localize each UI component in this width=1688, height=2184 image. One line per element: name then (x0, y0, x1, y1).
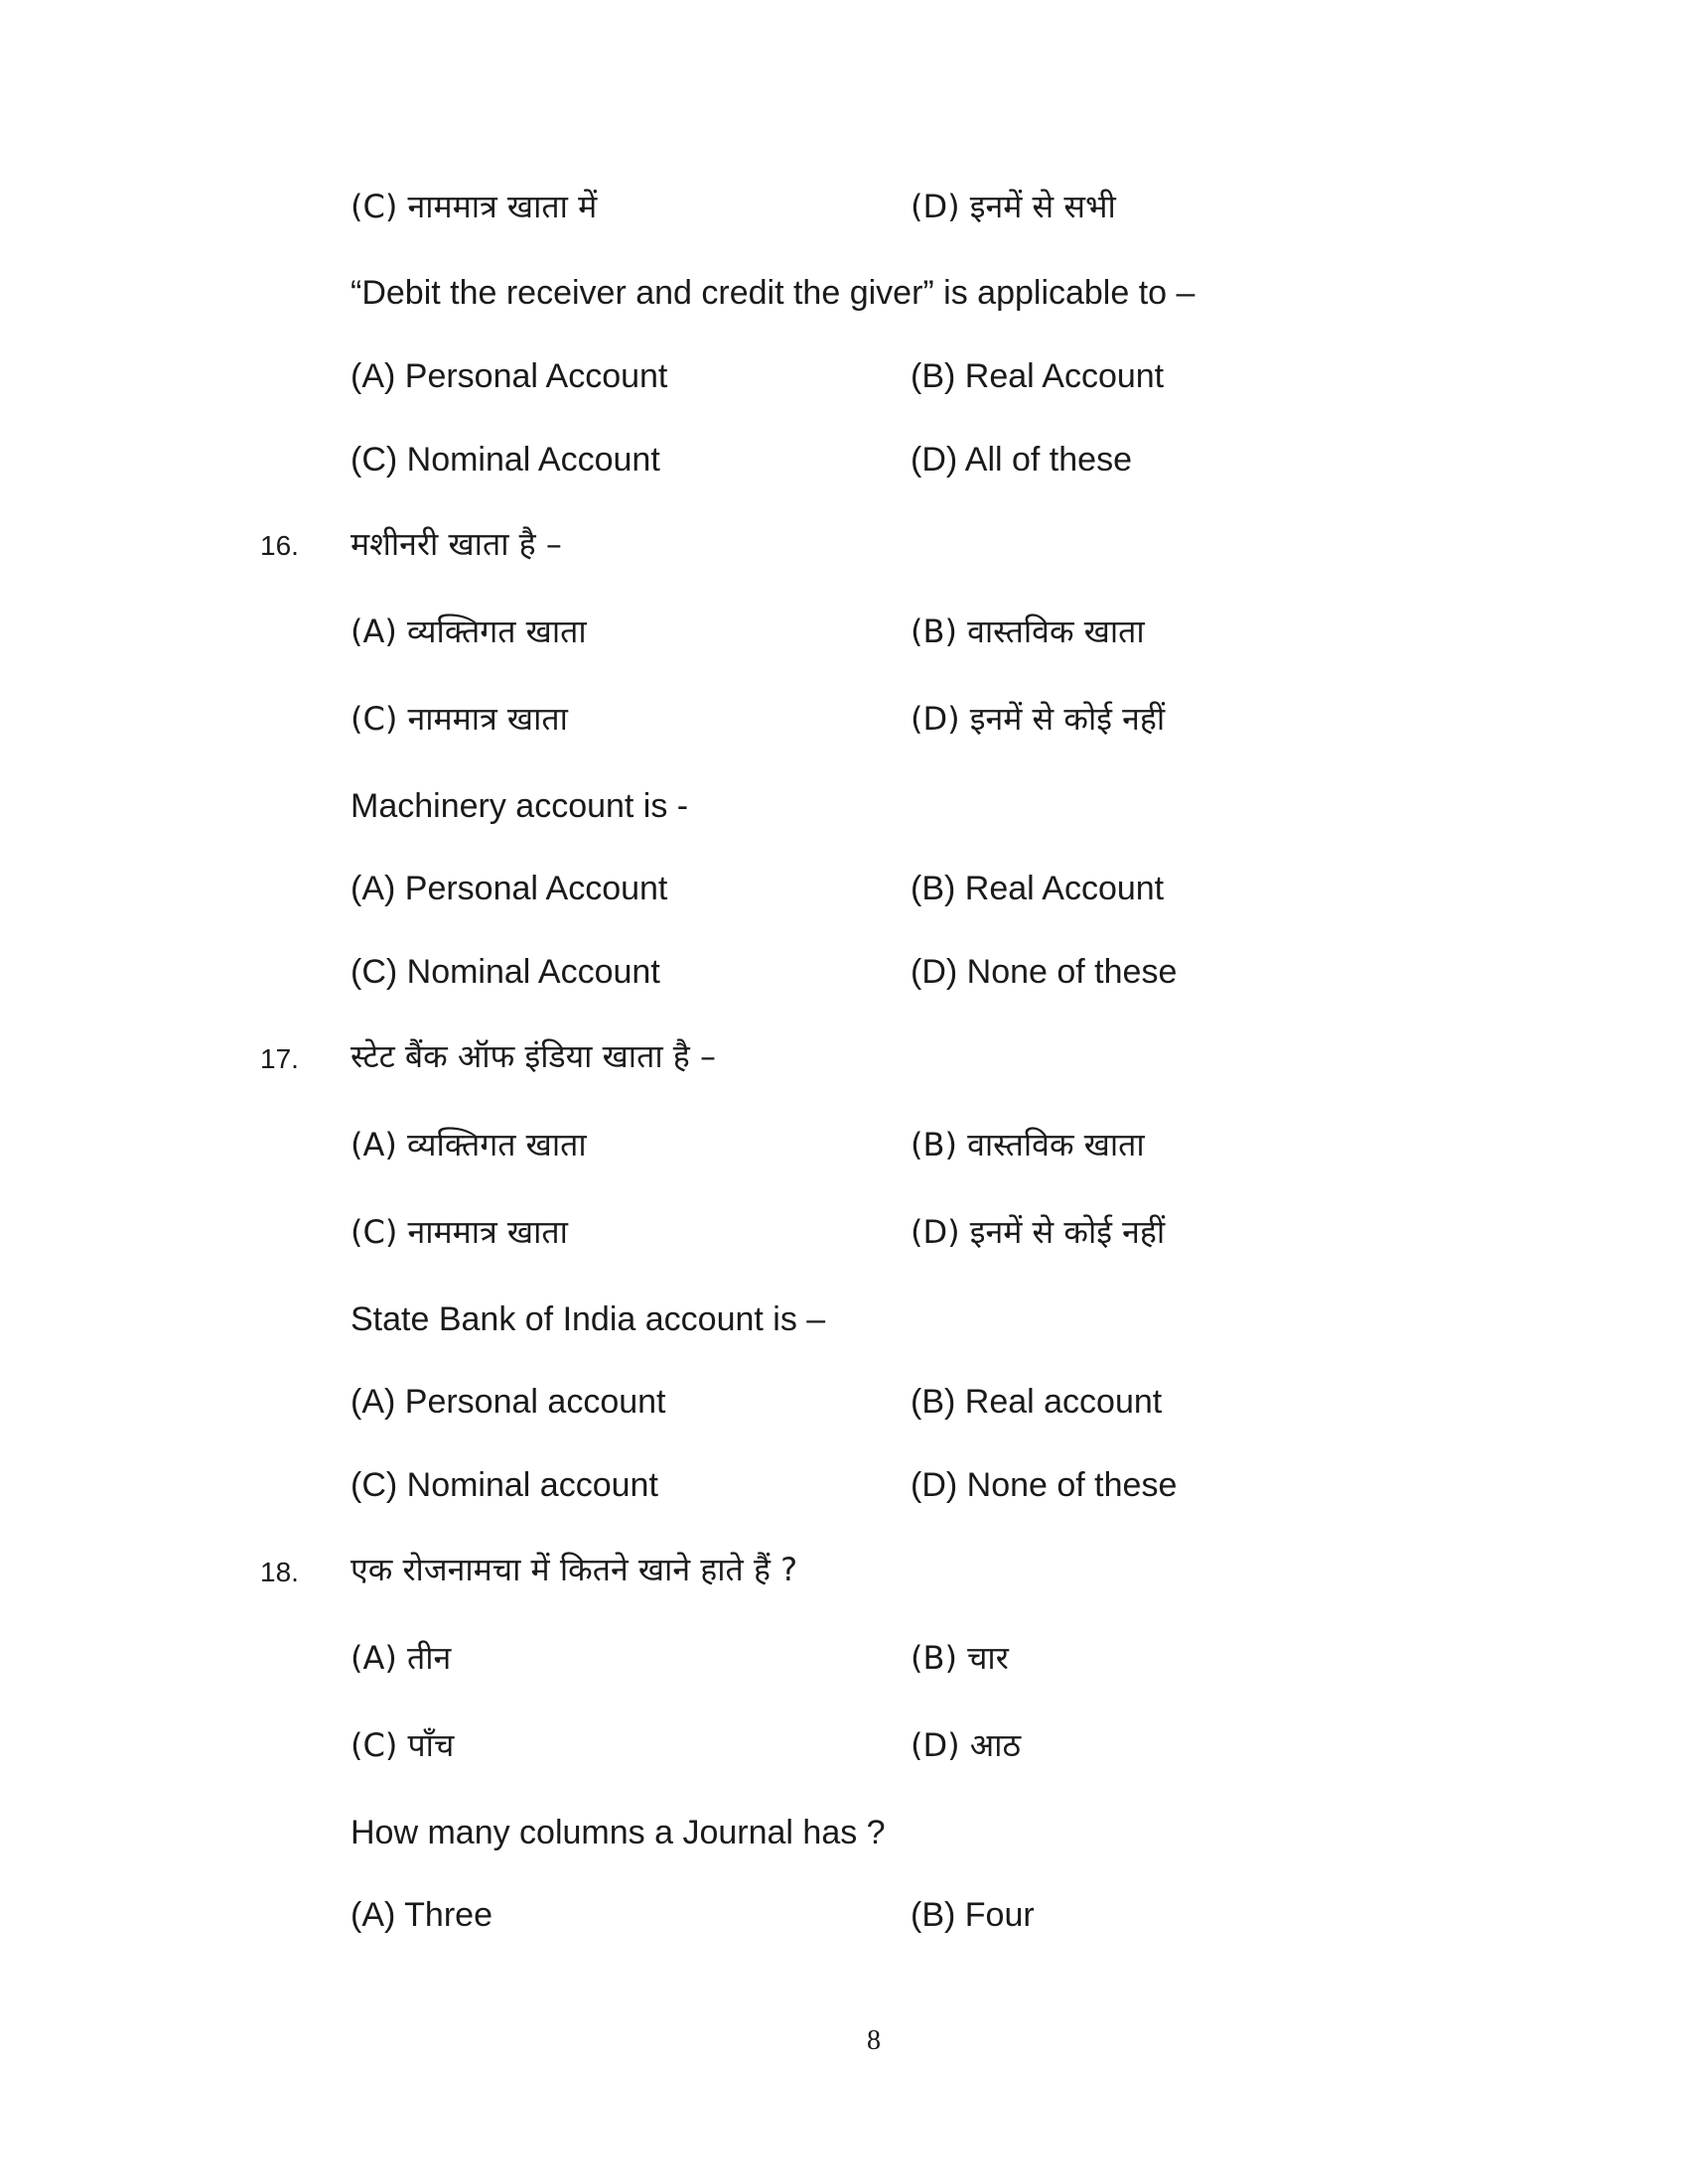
q16-english-option-d: (D) None of these (911, 953, 1178, 991)
q17-english-option-c: (C) Nominal account (351, 1466, 658, 1504)
q17-hindi-option-c: (C) नाममात्र खाता (351, 1213, 568, 1251)
q18-english-option-b: (B) Four (911, 1896, 1035, 1934)
q17-english-option-b: (B) Real account (911, 1383, 1163, 1421)
question-number: 17. (260, 1043, 299, 1074)
q15-english-question: “Debit the receiver and credit the giver” is applicable to – (351, 274, 1196, 312)
q16-english-option-a: (A) Personal Account (351, 870, 668, 907)
q16-hindi-question: मशीनरी खाता है – (351, 525, 562, 563)
q15-english-option-d: (D) All of these (911, 441, 1132, 478)
question-number: 18. (260, 1557, 299, 1587)
q17-english-option-a: (A) Personal account (351, 1383, 666, 1421)
q17-english-question: State Bank of India account is – (351, 1300, 826, 1338)
page-number: 8 (867, 2025, 881, 2056)
q15-hindi-option-d: (D) इनमें से सभी (911, 188, 1116, 225)
q17-english-option-d: (D) None of these (911, 1466, 1178, 1504)
q16-hindi-option-b: (B) वास्तविक खाता (911, 613, 1145, 650)
q18-hindi-option-b: (B) चार (911, 1639, 1009, 1677)
q16-english-question: Machinery account is - (351, 787, 689, 825)
q17-hindi-option-d: (D) इनमें से कोई नहीं (911, 1213, 1166, 1251)
q15-hindi-option-c: (C) नाममात्र खाता में (351, 188, 598, 225)
q16-english-option-b: (B) Real Account (911, 870, 1165, 907)
q17-hindi-question: स्टेट बैंक ऑफ इंडिया खाता है – (351, 1037, 716, 1075)
q18-hindi-option-c: (C) पाँच (351, 1726, 455, 1764)
q18-hindi-option-a: (A) तीन (351, 1639, 452, 1677)
q18-hindi-option-d: (D) आठ (911, 1726, 1022, 1764)
q16-hindi-option-c: (C) नाममात्र खाता (351, 700, 568, 738)
q15-english-option-c: (C) Nominal Account (351, 441, 660, 478)
q17-hindi-option-b: (B) वास्तविक खाता (911, 1126, 1145, 1163)
q16-hindi-option-d: (D) इनमें से कोई नहीं (911, 700, 1166, 738)
q18-english-option-a: (A) Three (351, 1896, 492, 1934)
q15-english-option-a: (A) Personal Account (351, 357, 668, 395)
q18-hindi-question: एक रोजनामचा में कितने खाने हाते हैं ? (351, 1551, 798, 1588)
q16-hindi-option-a: (A) व्यक्तिगत खाता (351, 613, 587, 650)
q16-english-option-c: (C) Nominal Account (351, 953, 660, 991)
q18-english-question: How many columns a Journal has ? (351, 1814, 886, 1851)
q17-hindi-option-a: (A) व्यक्तिगत खाता (351, 1126, 587, 1163)
q15-english-option-b: (B) Real Account (911, 357, 1165, 395)
question-number: 16. (260, 530, 299, 561)
